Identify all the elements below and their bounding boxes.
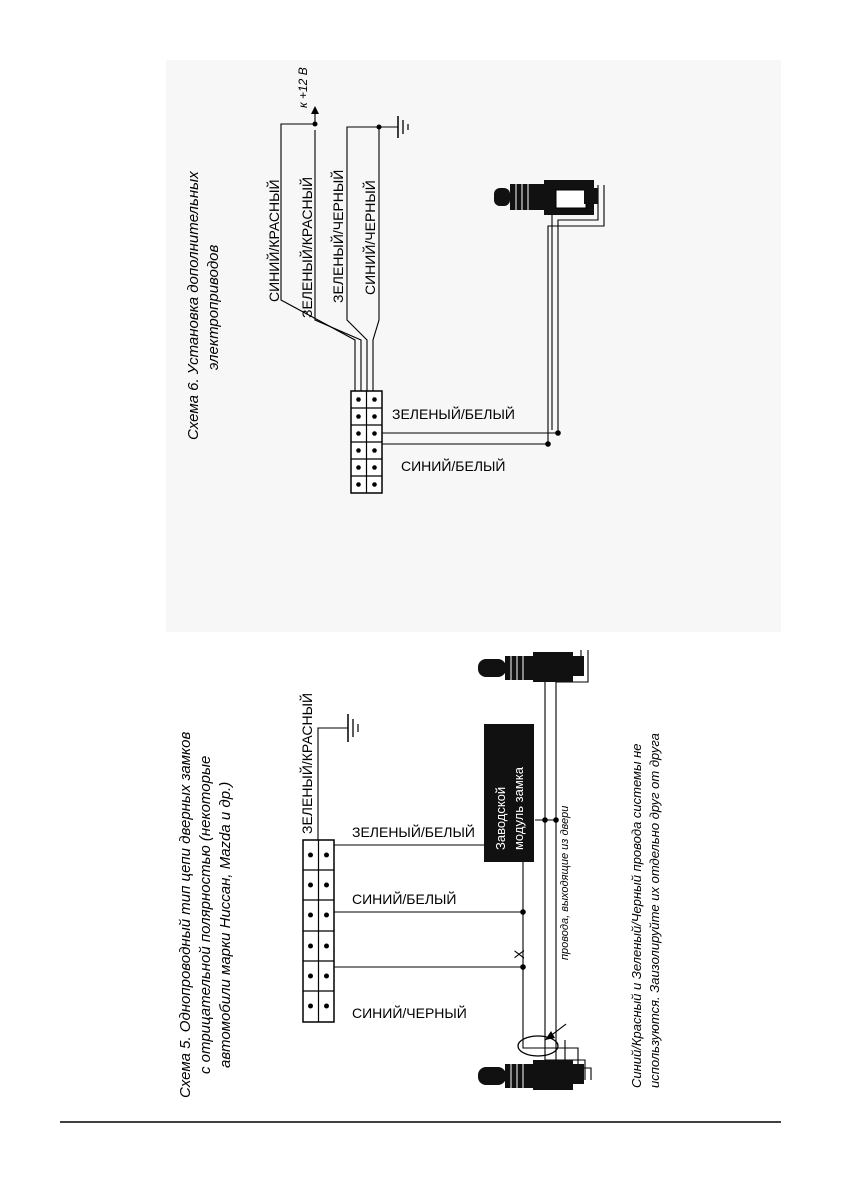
scheme5-label-green-red: ЗЕЛЕНЫЙ/КРАСНЫЙ: [299, 692, 315, 834]
scheme5-module-line1: Заводской: [493, 786, 508, 850]
scheme5-caption-line2: с отрицательной полярностью (некоторые: [197, 755, 214, 1074]
scheme5: [177, 650, 662, 1098]
scheme6-caption-line1: Схема 6. Установка дополнительных: [185, 171, 202, 440]
scheme5-label-blue-white: СИНИЙ/БЕЛЫЙ: [352, 891, 457, 907]
scheme5-label-green-white: ЗЕЛЕНЫЙ/БЕЛЫЙ: [352, 824, 475, 840]
scheme6-label-blue-red: СИНИЙ/КРАСНЫЙ: [266, 179, 282, 302]
scheme6-label-blue-black: СИНИЙ/ЧЕРНЫЙ: [362, 180, 378, 295]
scheme5-cut-mark: X: [511, 949, 527, 959]
scheme6-caption-line2: электроприводов: [205, 244, 222, 370]
scheme5-connector: [303, 840, 334, 1022]
scheme5-actuator-upper: [478, 652, 584, 682]
scheme5-footnote-line1: Синий/Красный и Зеленый/Черный провода системы не: [629, 743, 644, 1088]
scheme6-label-green-white: ЗЕЛЕНЫЙ/БЕЛЫЙ: [392, 406, 515, 422]
scheme5-bundle-marker: [518, 1024, 566, 1056]
scheme5-footnote-line2: используются. Заизолируйте их отдельно друг от друга: [647, 733, 662, 1088]
scheme5-ground-wire: [318, 714, 358, 840]
scheme5-actuator-lower: [478, 1060, 584, 1090]
scheme5-caption-line1: Схема 5. Однопроводный тип цепи дверных замков: [177, 731, 194, 1098]
scheme5-label-blue-black: СИНИЙ/ЧЕРНЫЙ: [352, 1005, 467, 1021]
scheme6-power-label: к +12 В: [296, 67, 310, 108]
scheme6-label-green-red: ЗЕЛЕНЫЙ/КРАСНЫЙ: [299, 176, 315, 318]
scheme5-door-wires-note: провода, выходящие из двери: [559, 805, 571, 960]
scheme5-module-line2: модуль замка: [511, 767, 526, 850]
scheme6-background: [166, 60, 781, 632]
scheme5-caption-line3: автомобили марки Ниссан, Mazda и др.): [217, 781, 234, 1068]
scheme6-label-blue-white: СИНИЙ/БЕЛЫЙ: [401, 458, 506, 474]
scheme6-label-green-black: ЗЕЛЕНЫЙ/ЧЕРНЫЙ: [330, 169, 346, 303]
scheme6-connector: [351, 391, 382, 493]
scheme5-factory-module: [484, 724, 534, 862]
